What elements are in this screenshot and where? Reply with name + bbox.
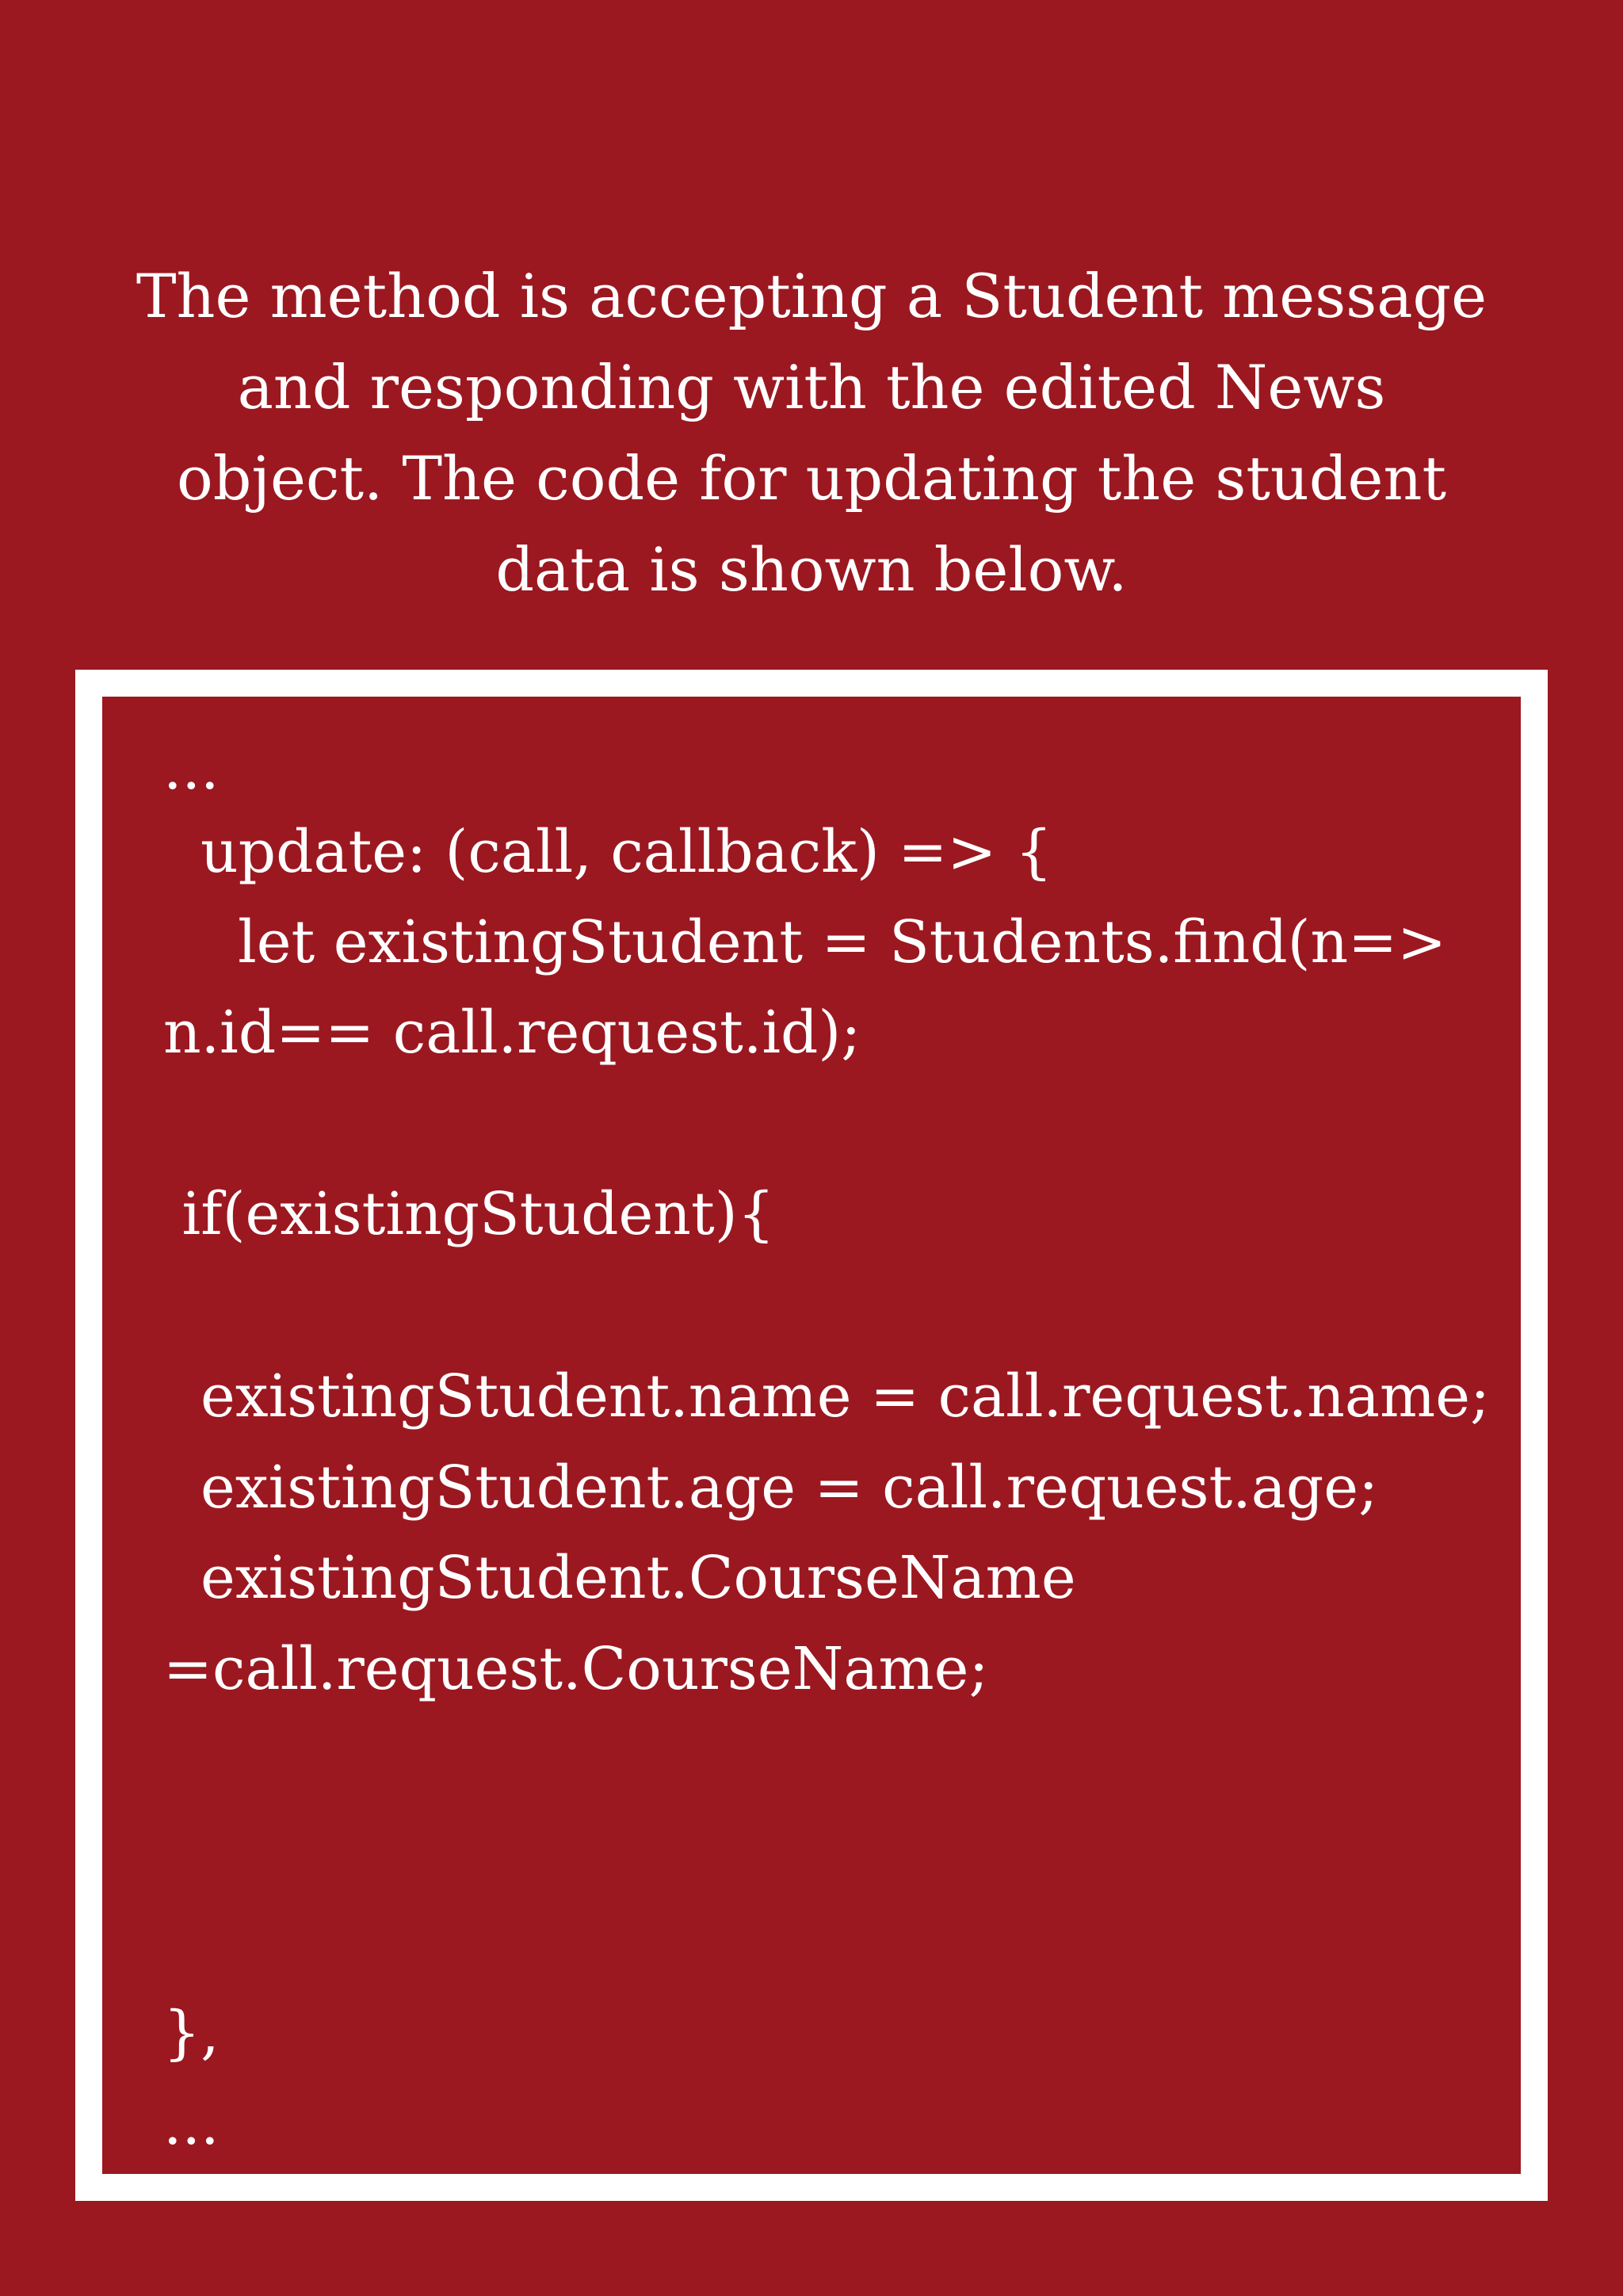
intro-line: The method is accepting a Student message <box>136 261 1487 331</box>
code-line-close-brace: }, <box>163 1999 220 2067</box>
code-line-find-condition: n.id== call.request.id); <box>163 999 861 1067</box>
code-line-course-name-value: =call.request.CourseName; <box>163 1635 989 1703</box>
code-line-ellipsis-end: ... <box>163 2090 220 2158</box>
code-line-assign-name: existingStudent.name = call.request.name; <box>163 1362 1490 1431</box>
code-line-assign-age: existingStudent.age = call.request.age; <box>163 1454 1379 1522</box>
intro-line: and responding with the edited News <box>237 352 1386 422</box>
intro-line: object. The code for updating the student <box>176 443 1446 514</box>
intro-line: data is shown below. <box>495 534 1128 605</box>
code-line-if-statement: if(existingStudent){ <box>163 1180 775 1248</box>
code-line-assign-course-name: existingStudent.CourseName <box>163 1544 1076 1612</box>
code-line-update-declaration: update: (call, callback) => { <box>163 818 1053 886</box>
code-line-find-student: let existingStudent = Students.find(n=> <box>163 908 1447 976</box>
intro-paragraph <box>0 250 1623 615</box>
code-line-ellipsis-start: ... <box>163 735 220 803</box>
